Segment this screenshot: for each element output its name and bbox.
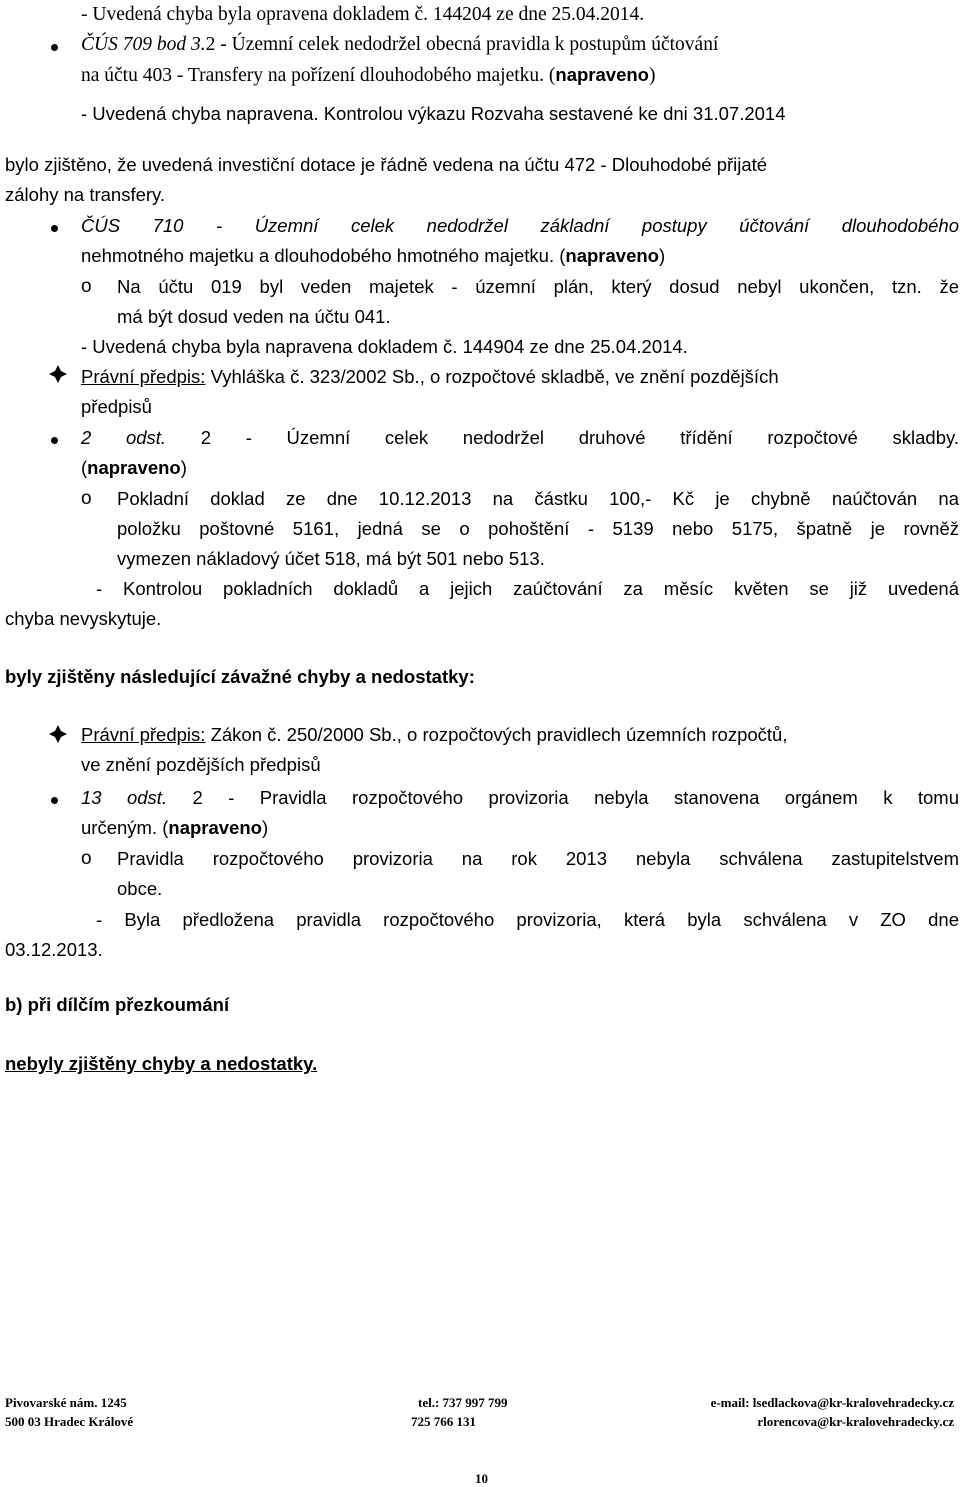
text-line <box>81 720 959 751</box>
page-number: 10 <box>475 1471 488 1486</box>
paragraph-ref: 2 odst. <box>81 427 167 448</box>
text-line <box>81 211 959 241</box>
paragraph-ref: 13 odst. <box>81 787 168 808</box>
bullet-dot <box>51 225 58 232</box>
text-fragment: určeným. ( <box>81 817 169 838</box>
section-heading: nebyly zjištěny chyby a nedostatky. <box>5 1053 318 1074</box>
text-line: - Byla předložena pravidla rozpočtového provizoria, která byla schválena v ZO dne <box>96 909 959 930</box>
bullet-dot <box>51 437 58 444</box>
bullet-dot <box>51 797 58 804</box>
text-fragment: , o rozpočtových pravidlech územních rozpočtů, <box>396 724 788 745</box>
text-line <box>81 783 959 813</box>
footer-email-2: rlorencova@kr-kralovehradecky.cz <box>757 1414 954 1429</box>
legal-ref-label: Právní předpis: <box>81 366 206 387</box>
bullet-dot <box>51 44 58 51</box>
napraveno-label: napraveno <box>168 817 262 838</box>
section-heading: b) při dílčím přezkoumání <box>5 994 230 1015</box>
bullet-circle: o <box>81 276 92 297</box>
text-line: - Uvedená chyba napravena. Kontrolou výkazu Rozvaha sestavené ke dni 31.07.2014 <box>81 103 786 124</box>
text-line: předpisů <box>81 396 152 417</box>
legal-ref-title: Zákon č. 250/2000 Sb. <box>205 724 397 745</box>
text-fragment: nehmotného majetku a dlouhodobého hmotného majetku. ( <box>81 245 566 266</box>
diamond-bullet-icon <box>48 364 68 384</box>
footer-address-line2: 500 03 Hradec Králové <box>5 1414 134 1429</box>
text-line: Pravidla rozpočtového provizoria na rok 2013 nebyla schválena zastupitelstvem <box>117 848 959 869</box>
text-fragment: 2 - Pravidla rozpočtového provizoria nebyla stanovena orgánem k tomu <box>167 787 959 808</box>
text-line: 03.12.2013. <box>5 939 103 960</box>
text-fragment: ) <box>180 457 187 478</box>
text-line: ve znění pozdějších předpisů <box>81 754 321 775</box>
bullet-circle: o <box>81 488 92 509</box>
napraveno-label: napraveno <box>87 457 181 478</box>
text-fragment: ( <box>81 457 88 478</box>
footer-phone-1: tel.: 737 997 799 <box>418 1395 508 1410</box>
text-fragment: , o rozpočtové skladbě, ve znění pozdějších <box>419 366 779 387</box>
text-line: vymezen nákladový účet 518, má být 501 nebo 513. <box>117 548 545 569</box>
text-line: - Kontrolou pokladních dokladů a jejich zaúčtování za měsíc květen se již uvedená <box>96 578 959 599</box>
text-line: Pokladní doklad ze dne 10.12.2013 na částku 100,- Kč je chybně naúčtován na <box>117 488 959 509</box>
cus-709-ref: ČÚS 709 bod 3. <box>81 34 206 55</box>
text-line <box>81 813 268 843</box>
footer-phone-2: 725 766 131 <box>411 1414 476 1429</box>
text-line <box>81 241 665 271</box>
footer-email-1: e-mail: lsedlackova@kr-kralovehradecky.cz <box>710 1395 954 1410</box>
text-fragment: 2 - Územní celek nedodržel druhové třídění rozpočtové skladby. <box>166 427 959 448</box>
text-line <box>81 453 187 483</box>
footer-address-line1: Pivovarské nám. 1245 <box>5 1395 127 1410</box>
text-line: - Uvedená chyba byla opravena dokladem č. 144204 ze dne 25.04.2014. <box>81 4 645 25</box>
text-fragment: ) <box>658 245 666 266</box>
text-fragment: ) <box>648 65 656 86</box>
text-line: chyba nevyskytuje. <box>5 608 162 629</box>
text-line <box>81 423 959 453</box>
text-line <box>81 30 959 60</box>
text-line <box>81 362 959 393</box>
napraveno-label: napraveno <box>565 245 659 266</box>
diamond-bullet-icon <box>48 724 68 744</box>
text-line <box>81 60 655 91</box>
cus-710-ref: ČÚS 710 - Územní celek nedodržel základní postupy účtování dlouhodobého <box>81 215 959 236</box>
section-heading: byly zjištěny následující závažné chyby a nedostatky: <box>5 666 475 687</box>
text-fragment: ) <box>261 817 269 838</box>
text-line: Na účtu 019 byl veden majetek - územní plán, který dosud nebyl ukončen, tzn. že <box>117 276 959 297</box>
text-line: položku poštovné 5161, jedná se o pohoštění - 5139 nebo 5175, špatně je rovněž <box>117 518 959 539</box>
text-line: obce. <box>117 878 163 899</box>
legal-ref-title: Vyhláška č. 323/2002 Sb. <box>205 366 420 387</box>
legal-ref-label: Právní předpis: <box>81 724 206 745</box>
bullet-circle: o <box>81 848 92 869</box>
text-line: - Uvedená chyba byla napravena dokladem č. 144904 ze dne 25.04.2014. <box>81 336 688 357</box>
text-line: má být dosud veden na účtu 041. <box>117 306 391 327</box>
text-fragment: 2 - Územní celek nedodržel obecná pravidla k postupům účtování <box>205 34 719 55</box>
napraveno-label: napraveno <box>555 64 649 85</box>
text-fragment: na účtu 403 - Transfery na pořízení dlouhodobého majetku. ( <box>81 65 556 86</box>
text-line: bylo zjištěno, že uvedená investiční dotace je řádně vedena na účtu 472 - Dlouhodobé přijaté <box>5 154 768 175</box>
text-line: zálohy na transfery. <box>5 184 166 205</box>
